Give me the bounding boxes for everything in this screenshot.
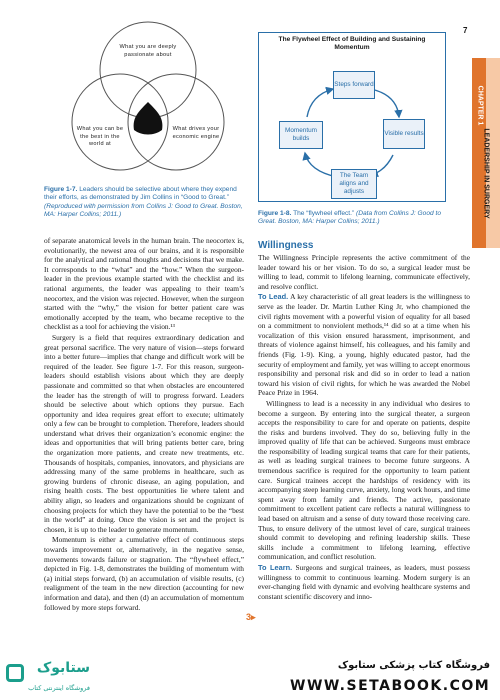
flywheel-momentum-builds: Momentum builds	[279, 121, 323, 149]
willingness-paragraph: Willingness to lead is a necessity in any individual who desires to become a surgeon. By entering into the surgical theater, a surgeon accepts the responsibility to care for and operate on patients, despite the risks and burdens involved. They do so, believing fully in the improved quality of life that can be achieved. Surgeons must embrace the responsibility of leading surgical teams that care for their patients, as well as leading surgical trainees to become future surgeons. A tremendous sacrifice is required for the opportunity to learn patient care. Surgical trainees accept the hardships of residency with its accompanying steep learning curve, anxiety, long work hours, and time spent away from family and friends. The active, passionate commitment to excellent patient care reflects a natural willingness to lead based on altruism and a sense of duty toward those receiving care. Thus, to ensure delivery of the utmost level of care, surgical trainees should commit to developing and refining leadership skills. These skills include a commitment to lifelong learning, effective communication, and conflict resolution.	[258, 398, 470, 562]
logo-text: ستابوک	[36, 660, 90, 676]
left-paragraph-2: Surgery is a field that requires extraordinary dedication and great personal sacrifice. The very nature of vision—steps forward into a better future—implies that change and difficult work will be required of the leader. See figure 1-7. For this reason, surgeon-leaders should establish visions about which they are deeply passionate and committed so that when obstacles are encountered the leader has the strength of will to progress forward. Leaders should be selective about which options they pursue. Each opportunity and idea requires great effort to execute; ultimately only a few can be brought to completion. Therefore, leaders should understand what drives their organization’s economic engine: the ideas and opportunities that will bring patients better care, bring the organization more patients, and create new treatments, etc. Thousands of hospitals, companies, innovators, and physicians are addressing many of the same problems in healthcare, such as growing burdens of chronic disease, an aging population, and rising health costs. The best opportunities lie where talent and ability align, so leaders and organizations should be cognizant of choosing projects for which they have the potential to be the “best in the world” at doing. Once the vision is set and the project is chosen, it is up to the leader to generate momentum.	[44, 332, 244, 534]
margin-marker-number: 3	[246, 612, 252, 622]
flywheel-title-line2: Momentum	[334, 44, 370, 52]
to-lead-paragraph	[258, 292, 470, 398]
margin-marker	[246, 612, 256, 623]
right-column	[258, 240, 470, 602]
figure-1-8-label: Figure 1-8.	[258, 210, 292, 217]
to-learn-label: To Learn.	[258, 563, 293, 572]
page-number: 7	[463, 26, 468, 35]
chapter-sidebar	[472, 58, 500, 248]
willingness-intro: The Willingness Principle represents the active commitment of the leader toward his or her vision. To do so, a surgical leader must be willing to lead, commit to lifelong learning, communicate effectively, and resolve conflict.	[258, 253, 470, 291]
venn-right-label: What drives your economic engine	[172, 126, 220, 140]
flywheel-title-line1: The Flywheel Effect of Building and Sustaining	[278, 36, 426, 43]
venn-left-label: What you can be the best in the world at	[76, 126, 124, 147]
sidebar-title: LEADERSHIP IN SURGERY	[482, 128, 490, 219]
venn-diagram	[62, 18, 234, 178]
venn-top-label: What you are deeply passionate about	[119, 44, 177, 58]
figure-1-7-text: Leaders should be selective about where they expend their efforts, as demonstrated by Jim Collins in “Good to Great.”	[44, 186, 237, 202]
flywheel-figure	[258, 32, 446, 202]
to-learn-paragraph	[258, 563, 470, 601]
flywheel-steps-forward: Steps forward	[333, 71, 375, 99]
flywheel-visible-results: Visible results	[383, 119, 425, 149]
left-paragraph-1: of separate anatomical levels in the human brain. The neocortex is, evolutionarily, the newest area of our brains, and it is responsible for the analytical and rational thoughts and decisions that we make. It corresponds to the “what” and the “how.” When the surgeon-leader in the previous example started with the checklist and its rational arguments, the leader was appealing to their team’s neocortex, and the vision was rejected. However, when the surgeon started with the “why,” the vision for better patient care was emotionally accepted by the team, who became receptive to the checklist as a tool for achieving the vision.¹³	[44, 236, 244, 332]
figure-1-7-caption	[44, 186, 244, 220]
venn-circles	[62, 18, 234, 178]
to-learn-text: Surgeons and surgical trainees, as leaders, must possess willingness to commit to continuous learning. Modern surgery is an ever-changing field with dynamic and evolving healthcare systems and constant scientific discovery and inno-	[258, 563, 470, 601]
left-column	[44, 236, 244, 613]
margin-marker-arrow-icon: ▸	[251, 612, 256, 622]
footer-store-name: فروشگاه کتاب پزشکی ستابوک	[337, 660, 490, 671]
logo-mark-icon	[6, 664, 24, 682]
logo-subtitle: فروشگاه اینترنتی کتاب	[28, 684, 90, 692]
flywheel-team-aligns: The Team aligns and adjusts	[331, 169, 377, 199]
to-lead-text: A key characteristic of all great leaders is the willingness to serve as the leader. Dr. Martin Luther King Jr, who championed the civil rights movement with a powerful vision of equality for all based on a commitment to nonviolent methods,¹⁴ did so at a time when his vocalization of this vision ensured harassment, imprisonment, and threats of violence against himself, his colleagues, and his family and friends (Fig. 1-9). King, a young, highly educated pastor, had the security of employment and family, yet was willing to accept enormous responsibility and personal risk and did so in order to lead a nation toward his vision of civil rights, for which he was awarded the Nobel Peace Prize in 1964.	[258, 292, 470, 398]
figure-1-8-text: The “flywheel effect.”	[293, 210, 355, 217]
figure-1-7-label: Figure 1-7.	[44, 186, 78, 193]
section-heading-willingness: Willingness	[258, 240, 314, 251]
to-lead-label: To Lead.	[258, 292, 289, 302]
figure-1-8-caption	[258, 210, 444, 227]
figure-1-8-source: (Data from Collins J: Good to Great. Boston, MA: Harper Collins; 2011.)	[258, 210, 442, 226]
setabook-logo	[6, 658, 90, 698]
left-paragraph-3: Momentum is either a cumulative effect of continuous steps towards improvement or, alternatively, in the negative sense, movements towards failure or stagnation. The “flywheel effect,” depicted in Fig. 1-8, demonstrates the building of momentum with (a) initial steps forward, (b) an accumulation of visible results, (c) realignment of the team in the new direction (accounting for new information and data), and then (d) an accumulation of momentum followed by more steps forward.	[44, 535, 244, 612]
figure-1-7-source: (Reproduced with permission from Collins J: Good to Great. Boston, MA: Harper Collins; 2011.)	[44, 202, 243, 219]
footer-banner	[0, 656, 500, 700]
footer-url[interactable]: WWW.SETABOOK.COM	[290, 678, 491, 694]
sidebar-chapter: CHAPTER 1	[476, 85, 484, 126]
